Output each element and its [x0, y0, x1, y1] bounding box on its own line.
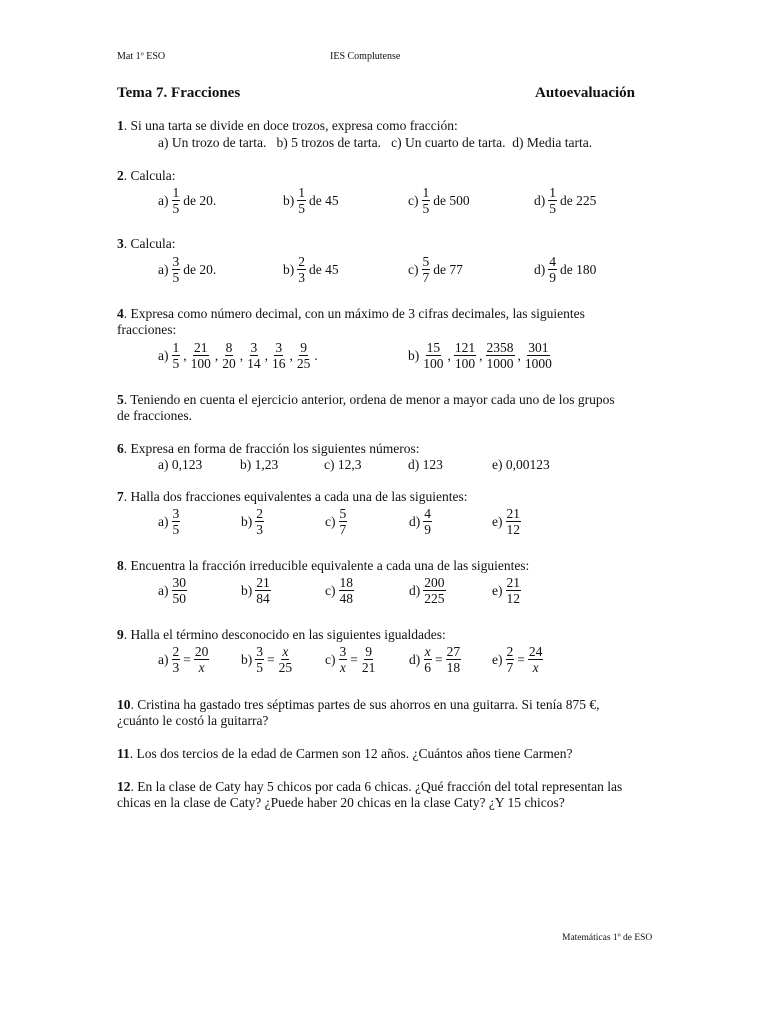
- fraction: $\frac{2358}{1000}$: [486, 340, 514, 371]
- fraction: $\frac{301}{1000}$: [524, 340, 552, 371]
- q3-item-d: [534, 254, 596, 285]
- fraction: $\frac{30}{50}$: [172, 575, 186, 606]
- fraction: $\frac{9}{25}$: [296, 340, 311, 371]
- question-number: 8: [117, 558, 124, 573]
- fraction: $\frac{2}{3}$: [298, 254, 305, 285]
- q7-item-a: a) $\frac{3}{5}$: [158, 506, 180, 537]
- question-number: 2: [117, 168, 124, 183]
- item-label: a): [158, 192, 169, 208]
- q7-item-b: b) $\frac{2}{3}$: [241, 506, 263, 537]
- question-9: [117, 627, 446, 643]
- question-number: 3: [117, 236, 124, 251]
- item-suffix: de 225: [560, 192, 597, 208]
- q7-item-d: d) $\frac{4}{9}$: [409, 506, 431, 537]
- header-center: IES Complutense: [330, 51, 401, 62]
- page-footer: Matemáticas 1º de ESO: [562, 933, 653, 943]
- item-label: c): [408, 261, 419, 277]
- question-4-line2: fracciones:: [117, 322, 177, 337]
- question-8: [117, 558, 529, 574]
- question-number: 10: [117, 697, 131, 712]
- fraction: $\frac{15}{100}$: [423, 340, 444, 371]
- q6-item-d: d) 123: [408, 457, 443, 472]
- item-suffix: de 20.: [183, 261, 217, 277]
- question-text: . Cristina ha gastado tres séptimas partes de sus ahorros en una guitarra. Si tenía 875 €,: [130, 697, 600, 712]
- question-text: . Los dos tercios de la edad de Carmen son 12 años. ¿Cuántos años tiene Carmen?: [129, 746, 573, 761]
- fraction: $\frac{2}{3}$: [256, 506, 263, 537]
- fraction: $\frac{3}{16}$: [272, 340, 286, 371]
- question-6: [117, 441, 420, 457]
- q9-item-c: c) $\frac{3}{x}$ = $\frac{9}{21}$: [325, 644, 376, 675]
- fraction: $\frac{24}{x}$: [528, 644, 543, 675]
- q9-item-a: a) $\frac{2}{3}$ = $\frac{20}{x}$: [158, 644, 209, 675]
- fraction: $\frac{x}{6}$: [424, 644, 431, 675]
- question-text: . Expresa como número decimal, con un máximo de 3 cifras decimales, las siguientes: [123, 306, 585, 321]
- q8-item-a: a) $\frac{30}{50}$: [158, 575, 186, 606]
- question-number: 5: [117, 392, 124, 407]
- fraction: $\frac{3}{x}$: [339, 644, 347, 675]
- question-number: 1: [117, 118, 124, 133]
- item-label: d): [534, 192, 546, 208]
- question-text: . Halla el término desconocido en las siguientes igualdades:: [123, 627, 446, 642]
- question-10-line2: ¿cuánto le costó la guitarra?: [117, 713, 269, 728]
- q9-item-d: d) $\frac{x}{6}$ = $\frac{27}{18}$: [409, 644, 461, 675]
- question-10: [117, 697, 600, 713]
- q7-item-c: c) $\frac{5}{7}$: [325, 506, 347, 537]
- question-number: 9: [117, 627, 124, 642]
- q3-item-b: [283, 254, 339, 285]
- q2-item-a: [158, 185, 216, 216]
- question-4: [117, 306, 585, 322]
- q4-group-a: a) $\frac{1}{5}$ , $\frac{21}{100}$ , $\frac{8}{20}$ , $\frac{3}{14}$ , $\frac{3}{16}$ , $\frac{9}{25}$ .: [158, 340, 318, 371]
- fraction: $\frac{8}{20}$: [222, 340, 236, 371]
- question-text: . Calcula:: [123, 168, 176, 183]
- q9-item-e: e) $\frac{2}{7}$ = $\frac{24}{x}$: [492, 644, 543, 675]
- item-suffix: de 180: [560, 261, 597, 277]
- question-text: . Expresa en forma de fracción los siguientes números:: [123, 441, 420, 456]
- fraction: $\frac{5}{7}$: [422, 254, 430, 285]
- question-number: 4: [117, 306, 124, 321]
- fraction: $\frac{1}{5}$: [172, 340, 180, 371]
- fraction: $\frac{18}{48}$: [339, 575, 353, 606]
- fraction: $\frac{3}{5}$: [172, 506, 180, 537]
- question-1-options: a) Un trozo de tarta. b) 5 trozos de tarta. c) Un cuarto de tarta. d) Media tarta.: [158, 135, 593, 150]
- item-label: b): [283, 192, 295, 208]
- q6-item-e: e) 0,00123: [492, 457, 550, 472]
- question-12-line2: chicas en la clase de Caty? ¿Puede haber 20 chicas en la clase Caty? ¿Y 15 chicos?: [117, 795, 565, 810]
- q4-group-b: b) $\frac{15}{100}$ , $\frac{121}{100}$ , $\frac{2358}{1000}$ , $\frac{301}{1000}$: [408, 340, 552, 371]
- question-1: [117, 118, 458, 134]
- q2-item-b: [283, 185, 339, 216]
- question-11: [117, 746, 573, 762]
- item-label: a): [158, 261, 169, 277]
- fraction: $\frac{4}{9}$: [549, 254, 556, 285]
- question-5: [117, 392, 615, 408]
- page-subtitle: Autoevaluación: [535, 85, 636, 101]
- question-text: . Teniendo en cuenta el ejercicio anterior, ordena de menor a mayor cada uno de los grupos: [123, 392, 615, 407]
- fraction: $\frac{x}{25}$: [278, 644, 293, 675]
- fraction: $\frac{1}{5}$: [549, 185, 556, 216]
- q8-item-c: c) $\frac{18}{48}$: [325, 575, 353, 606]
- question-text: . Calcula:: [123, 236, 176, 251]
- question-5-line2: de fracciones.: [117, 408, 192, 423]
- item-label: b): [408, 347, 420, 363]
- question-number: 7: [117, 489, 124, 504]
- question-7: [117, 489, 468, 505]
- question-number: 12: [117, 779, 131, 794]
- q3-item-c: [408, 254, 463, 285]
- fraction: $\frac{21}{100}$: [190, 340, 211, 371]
- q6-item-c: c) 12,3: [324, 457, 362, 472]
- fraction: $\frac{1}{5}$: [172, 185, 180, 216]
- item-label: c): [408, 192, 419, 208]
- question-3: [117, 236, 175, 252]
- item-suffix: de 500: [433, 192, 470, 208]
- question-text: . Si una tarta se divide en doce trozos, expresa como fracción:: [123, 118, 458, 133]
- q8-item-e: e) $\frac{21}{12}$: [492, 575, 520, 606]
- fraction: $\frac{21}{84}$: [256, 575, 270, 606]
- item-suffix: de 45: [309, 192, 339, 208]
- fraction: $\frac{27}{18}$: [446, 644, 461, 675]
- question-number: 6: [117, 441, 124, 456]
- question-text: . Encuentra la fracción irreducible equivalente a cada una de las siguientes:: [123, 558, 530, 573]
- fraction: $\frac{2}{7}$: [506, 644, 514, 675]
- header-left: Mat 1º ESO: [117, 51, 166, 62]
- fraction: $\frac{4}{9}$: [424, 506, 431, 537]
- page-title: Tema 7. Fracciones: [117, 85, 241, 101]
- q2-item-d: [534, 185, 596, 216]
- fraction: $\frac{9}{21}$: [361, 644, 376, 675]
- question-text: . En la clase de Caty hay 5 chicos por cada 6 chicas. ¿Qué fracción del total representan las: [130, 779, 623, 794]
- item-label: a): [158, 347, 169, 363]
- fraction: $\frac{21}{12}$: [506, 575, 520, 606]
- q3-item-a: [158, 254, 216, 285]
- item-suffix: de 77: [433, 261, 463, 277]
- fraction: $\frac{3}{5}$: [256, 644, 263, 675]
- question-2: [117, 168, 175, 184]
- fraction: $\frac{2}{3}$: [172, 644, 180, 675]
- item-suffix: de 45: [309, 261, 339, 277]
- question-number: 11: [117, 746, 130, 761]
- q6-item-a: a) 0,123: [158, 457, 203, 472]
- q9-item-b: b) $\frac{3}{5}$ = $\frac{x}{25}$: [241, 644, 293, 675]
- question-text: . Halla dos fracciones equivalentes a cada una de las siguientes:: [123, 489, 468, 504]
- fraction: $\frac{20}{x}$: [194, 644, 209, 675]
- q8-item-b: b) $\frac{21}{84}$: [241, 575, 270, 606]
- q7-item-e: e) $\frac{21}{12}$: [492, 506, 520, 537]
- item-label: b): [283, 261, 295, 277]
- item-label: d): [534, 261, 546, 277]
- q8-item-d: d) $\frac{200}{225}$: [409, 575, 445, 606]
- fraction: $\frac{1}{5}$: [298, 185, 305, 216]
- question-12: [117, 779, 622, 795]
- fraction: $\frac{1}{5}$: [422, 185, 430, 216]
- item-suffix: de 20.: [183, 192, 217, 208]
- fraction: $\frac{200}{225}$: [424, 575, 445, 606]
- fraction: $\frac{21}{12}$: [506, 506, 520, 537]
- fraction: $\frac{3}{5}$: [172, 254, 180, 285]
- fraction: $\frac{3}{14}$: [247, 340, 261, 371]
- q6-item-b: b) 1,23: [240, 457, 279, 472]
- fraction: $\frac{121}{100}$: [454, 340, 476, 371]
- q2-item-c: [408, 185, 470, 216]
- fraction: $\frac{5}{7}$: [339, 506, 347, 537]
